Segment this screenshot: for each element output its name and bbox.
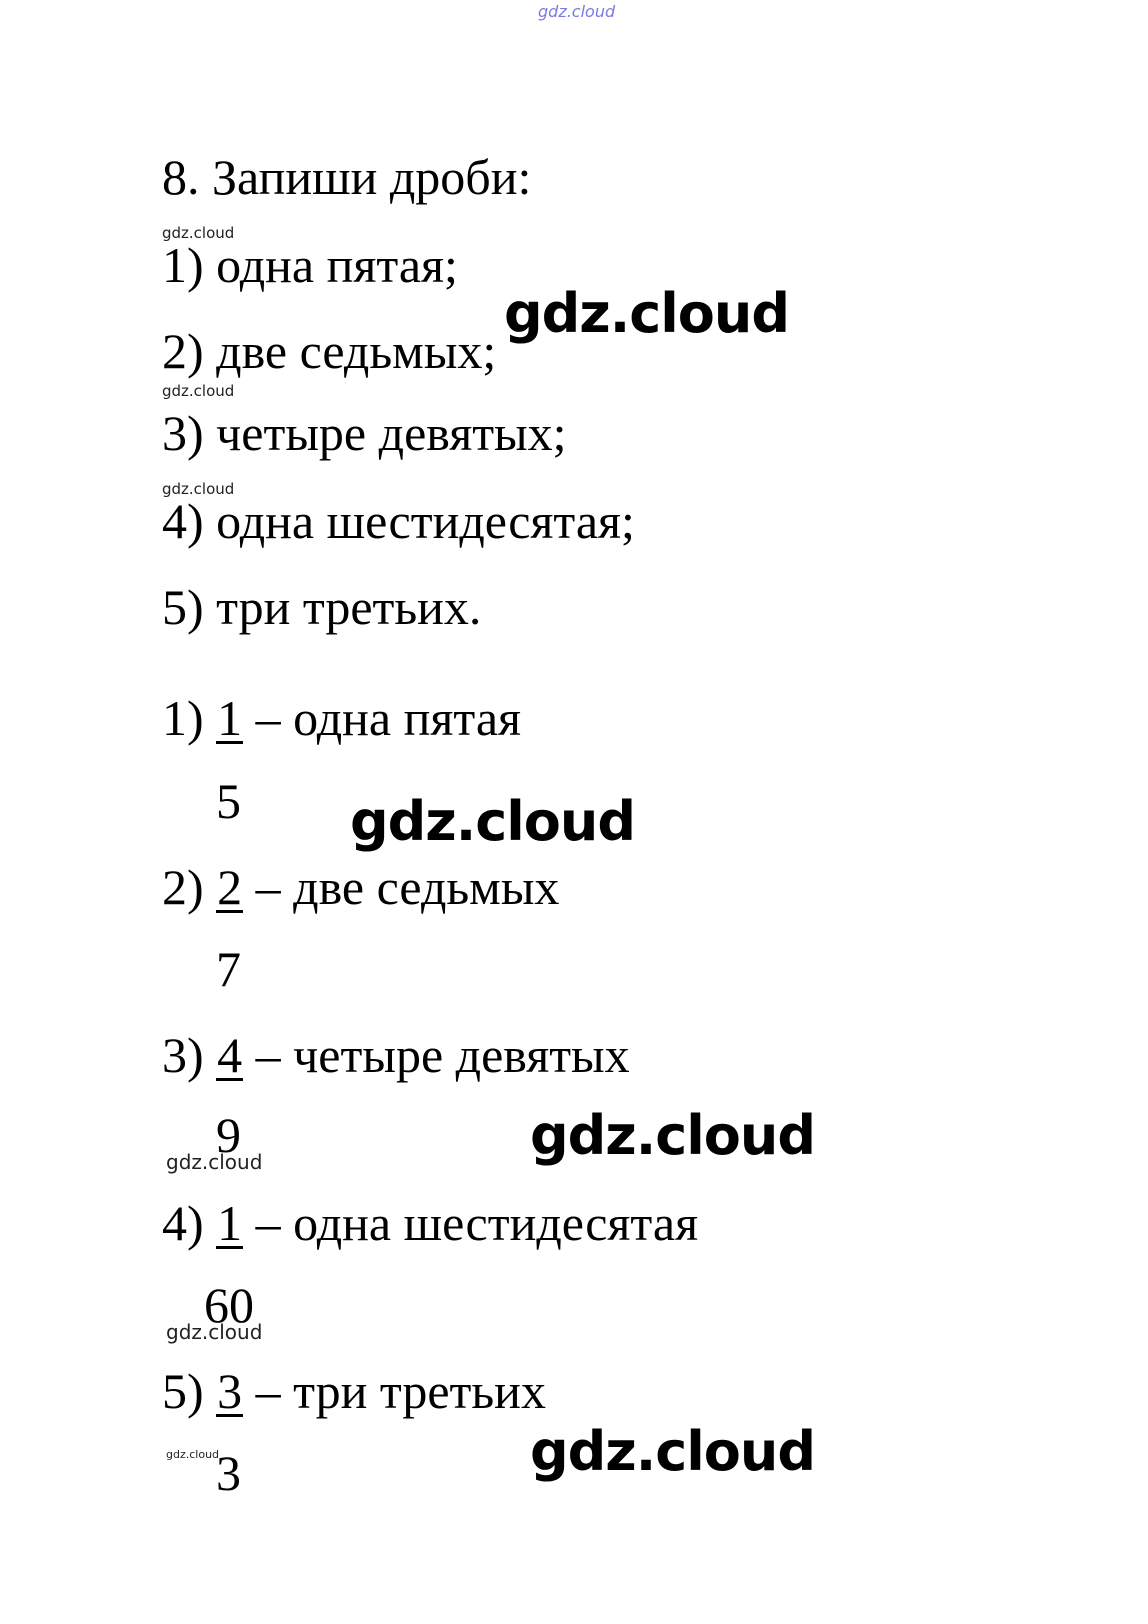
fraction-numerator: 1 — [217, 1195, 243, 1251]
answer-words: – две седьмых — [255, 859, 560, 915]
watermark-big: gdz.cloud — [504, 282, 789, 345]
watermark-small: gdz.cloud — [166, 1320, 263, 1344]
answer-row — [162, 1363, 546, 1419]
watermark-small: gdz.cloud — [162, 224, 235, 242]
task-item-4: 4) одна шестидесятая; — [162, 493, 635, 549]
task-title: 8. Запиши дроби: — [162, 149, 532, 205]
fraction-numerator: 2 — [217, 859, 243, 915]
answer-row — [162, 1195, 699, 1251]
answer-index: 3) — [162, 1027, 204, 1083]
answer-words: – одна пятая — [255, 690, 522, 746]
answer-row — [162, 859, 560, 915]
fraction-denominator: 9 — [216, 1107, 241, 1163]
answer-words: – четыре девятых — [255, 1027, 630, 1083]
fraction-numerator: 3 — [217, 1363, 243, 1419]
answer-index: 4) — [162, 1195, 204, 1251]
watermark-top: gdz.cloud — [538, 2, 616, 21]
watermark-small: gdz.cloud — [162, 480, 235, 498]
fraction-denominator: 7 — [216, 941, 241, 997]
fraction-denominator: 5 — [216, 773, 241, 829]
watermark-big: gdz.cloud — [530, 1104, 815, 1167]
task-item-1: 1) одна пятая; — [162, 237, 458, 293]
task-item-2: 2) две седьмых; — [162, 323, 497, 379]
fraction-numerator: 4 — [217, 1027, 243, 1083]
answer-words: – одна шестидесятая — [255, 1195, 699, 1251]
answer-words: – три третьих — [255, 1363, 546, 1419]
task-item-3: 3) четыре девятых; — [162, 405, 567, 461]
answer-index: 5) — [162, 1363, 204, 1419]
watermark-small: gdz.cloud — [166, 1150, 263, 1174]
fraction-denominator: 60 — [204, 1277, 254, 1333]
answer-index: 1) — [162, 690, 204, 746]
watermark-big: gdz.cloud — [350, 790, 635, 853]
fraction-numerator: 1 — [217, 690, 243, 746]
task-item-5: 5) три третьих. — [162, 579, 482, 635]
watermark-small: gdz.cloud — [166, 1448, 220, 1461]
watermark-small: gdz.cloud — [162, 382, 235, 400]
answer-row — [162, 690, 522, 746]
answer-row — [162, 1027, 630, 1083]
fraction-denominator: 3 — [216, 1445, 241, 1501]
watermark-big: gdz.cloud — [530, 1420, 815, 1483]
answer-index: 2) — [162, 859, 204, 915]
